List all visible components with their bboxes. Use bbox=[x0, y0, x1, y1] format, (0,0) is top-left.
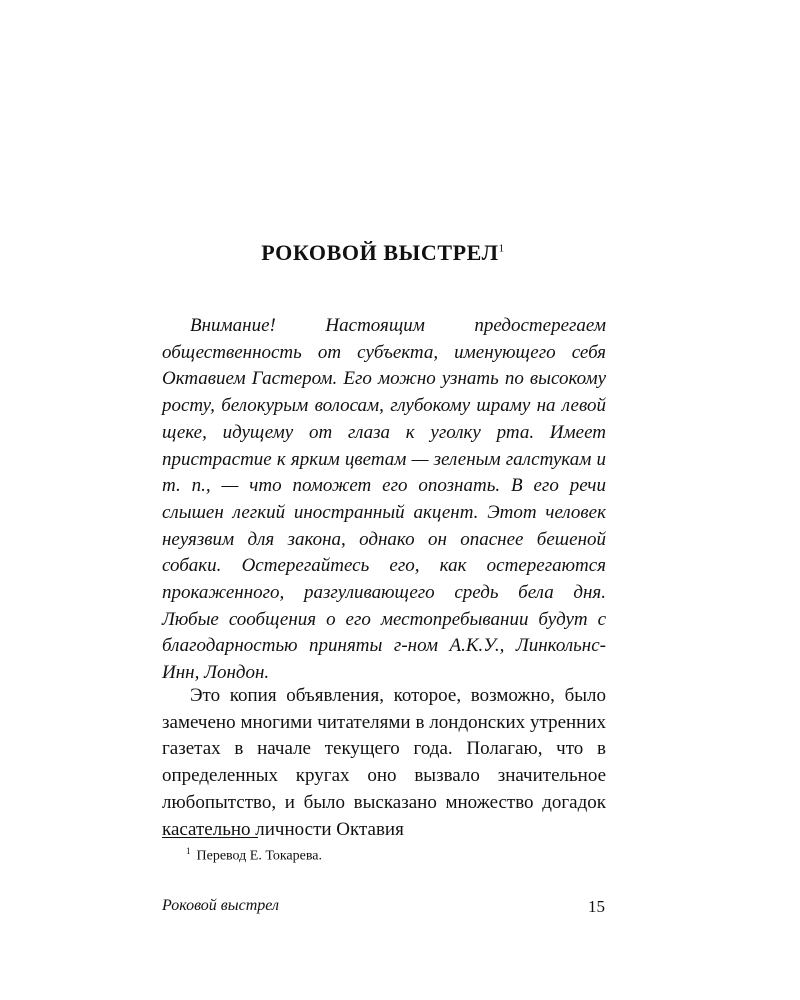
chapter-footnote-ref: 1 bbox=[498, 242, 505, 255]
chapter-title bbox=[160, 240, 606, 266]
footnote-divider bbox=[162, 837, 258, 838]
main-text-block bbox=[162, 683, 606, 843]
notice-block bbox=[162, 313, 606, 687]
footnote-mark: 1 bbox=[186, 846, 191, 856]
footnote bbox=[186, 846, 322, 865]
footnote-text: Перевод Е. Токарева. bbox=[196, 848, 322, 864]
body-paragraph: Это копия объявления, которое, возможно, было замечено многими читателями в лондонских утренних газетах в начале текущего года. Полагаю, что в определенных кругах оно вызвало значительное любопытство, и было высказано множество догадок касательно личности Октавия bbox=[162, 685, 606, 840]
chapter-title-text: РОКОВОЙ ВЫСТРЕЛ bbox=[261, 240, 499, 265]
page-number: 15 bbox=[588, 897, 605, 916]
running-title: Роковой выстрел bbox=[162, 897, 279, 914]
notice-paragraph: Внимание! Настоящим предостерегаем общественность от субъекта, именующего себя Октавием Гастером. Его можно узнать по высокому росту, белокурым волосам, глубокому шраму на левой щеке, идущему от глаза к уголку рта. Имеет пристрастие к ярким цветам — зеленым галстукам и т. п., — что поможет его опознать. В его речи слышен легкий иностранный акцент. Этот человек неуязвим для закона, однако он опаснее бешеной собаки. Остерегайтесь его, как остерегаются прокаженного, разгуливающего средь бела дня. Любые сообщения о его местопребывании будут с благодарностью приняты г-ном А.К.У., Линкольнс-Инн, Лондон. bbox=[162, 315, 606, 684]
